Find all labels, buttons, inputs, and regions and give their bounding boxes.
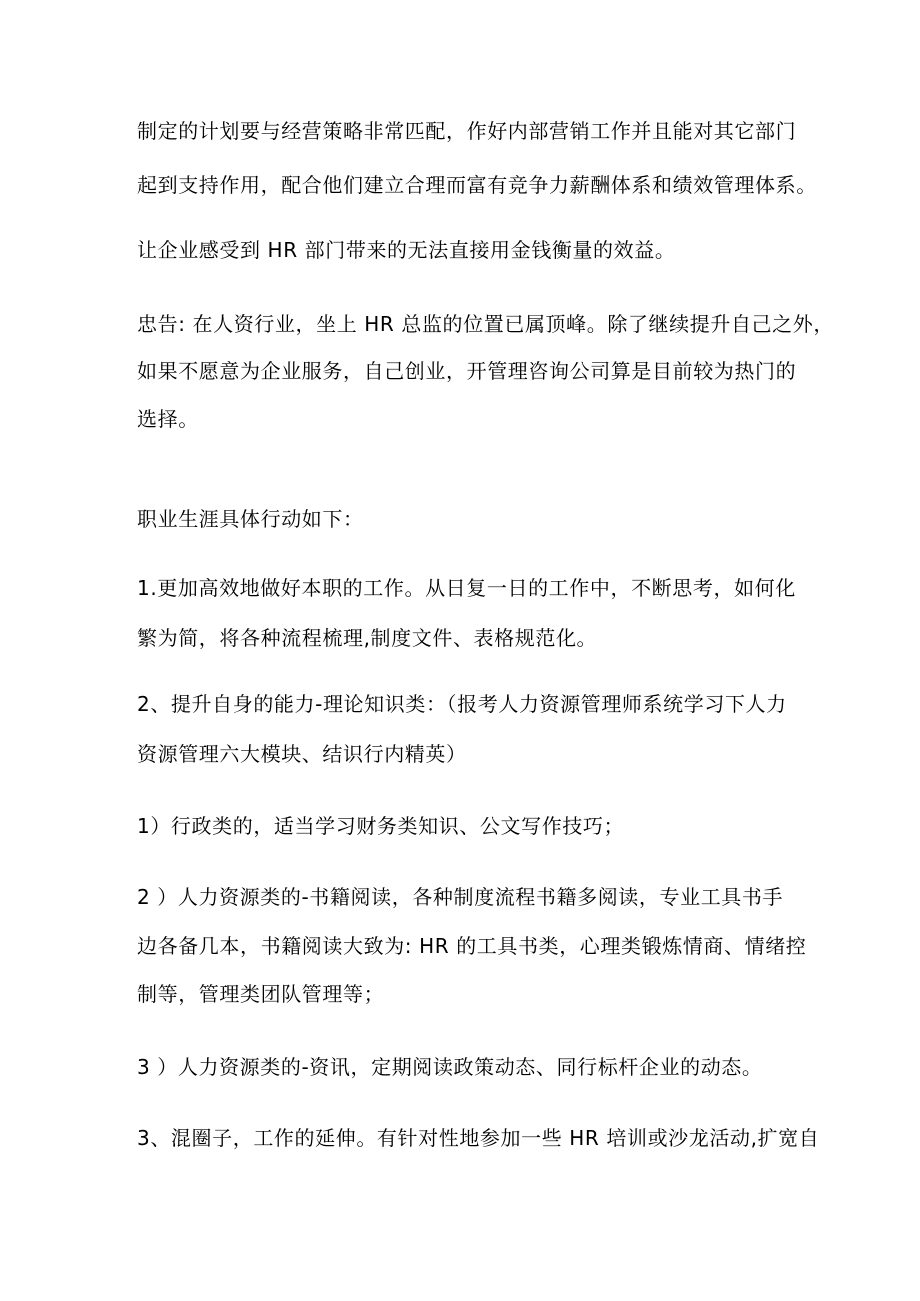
item-3-line-1: 3、混圈子，工作的延伸。有针对性地参加一些 HR 培训或沙龙活动,扩宽自	[137, 1126, 820, 1150]
paragraph-3-line-3: 选择。	[137, 407, 199, 431]
subitem-1-line-1: 1）行政类的，适当学习财务类知识、公文写作技巧；	[137, 814, 625, 838]
section-heading: 职业生涯具体行动如下：	[137, 507, 364, 531]
paragraph-1-line-1: 制定的计划要与经营策略非常匹配，作好内部营销工作并且能对其它部门	[137, 119, 797, 143]
subitem-2-line-2: 边各备几本，书籍阅读大致为: HR 的工具书类，心理类锻炼情商、情绪控	[137, 934, 807, 958]
subitem-2-line-3: 制等，管理类团队管理等；	[137, 982, 385, 1006]
paragraph-3-line-2: 如果不愿意为企业服务，自己创业，开管理咨询公司算是目前较为热门的	[137, 359, 797, 383]
item-2-line-2: 资源管理六大模块、结识行内精英）	[137, 742, 467, 766]
item-1-line-2: 繁为简，将各种流程梳理,制度文件、表格规范化。	[137, 626, 598, 650]
paragraph-3-line-1: 忠告: 在人资行业，坐上 HR 总监的位置已属顶峰。除了继续提升自己之外，	[137, 312, 834, 336]
paragraph-2-line-1: 让企业感受到 HR 部门带来的无法直接用金钱衡量的效益。	[137, 238, 676, 262]
paragraph-1-line-2: 起到支持作用，配合他们建立合理而富有竞争力薪酬体系和绩效管理体系。	[137, 173, 817, 197]
item-1-line-1: 1.更加高效地做好本职的工作。从日复一日的工作中，不断思考，如何化	[137, 576, 796, 600]
item-2-line-1: 2、提升自身的能力-理论知识类：（报考人力资源管理师系统学习下人力	[137, 692, 787, 716]
subitem-3-line-1: 3 ）人力资源类的-资讯，定期阅读政策动态、同行标杆企业的动态。	[137, 1055, 763, 1079]
subitem-2-line-1: 2 ）人力资源类的-书籍阅读，各种制度流程书籍多阅读，专业工具书手	[137, 885, 784, 909]
